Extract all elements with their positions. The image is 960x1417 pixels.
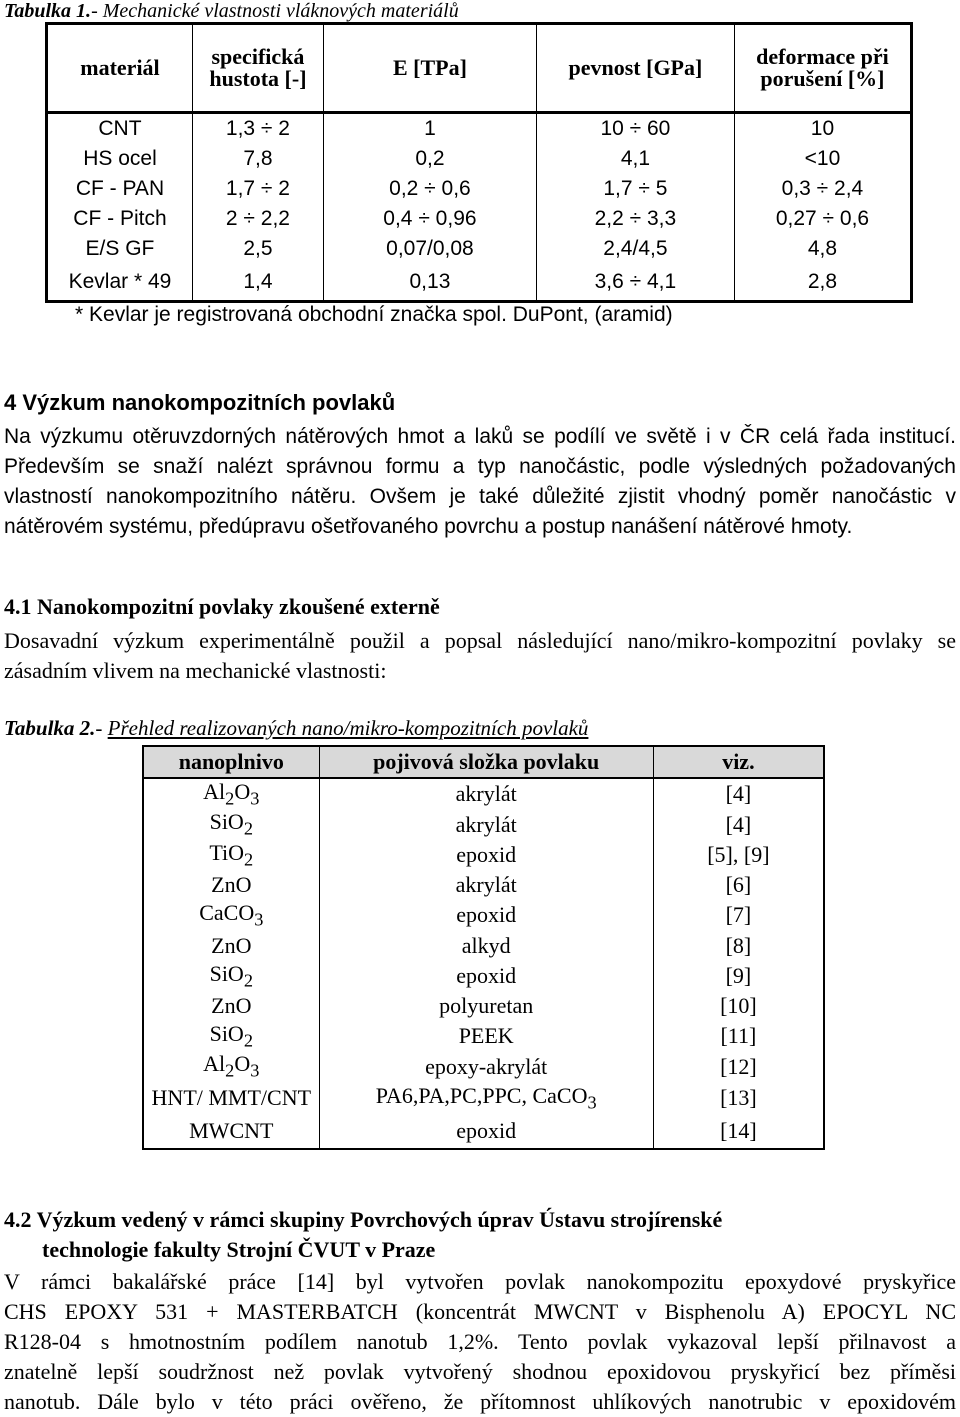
section-4-2-paragraph — [4, 1267, 956, 1417]
table1-cell: 1,7 ÷ 2 — [192, 174, 323, 204]
section-4-2-heading — [4, 1205, 722, 1265]
filler-cell: ZnO — [211, 932, 252, 958]
table-row — [143, 961, 824, 991]
filler-cell: ZnO — [211, 872, 252, 898]
table1-cell: 0,2 — [323, 144, 536, 174]
section-4-2-heading-line: technologie fakulty Strojní ČVUT v Praze — [42, 1237, 436, 1262]
section-4-heading: 4 Výzkum nanokompozitních povlaků — [4, 390, 396, 415]
table1-cell: 0,3 ÷ 2,4 — [734, 174, 911, 204]
table1-caption-text: - Mechanické vlastnosti vláknových materiálů — [91, 0, 459, 22]
table-row — [47, 174, 912, 204]
filler-text: SiO — [209, 1020, 244, 1046]
table1-caption-label: Tabulka 1. — [4, 0, 92, 22]
table1-cell: 10 ÷ 60 — [536, 113, 734, 145]
binder-cell: polyuretan — [319, 991, 653, 1021]
paragraph-line: R128-04 s hmotnostním podílem nanotub 1,2%. Tento povlak vykazoval lepší přilnavost a — [4, 1329, 956, 1354]
table-row — [143, 931, 824, 961]
table-row — [143, 1115, 824, 1149]
table-row — [47, 234, 912, 264]
table1-cell: Kevlar * 49 — [68, 270, 172, 293]
table-row — [143, 778, 824, 809]
binder-subscript: 3 — [587, 1092, 597, 1113]
paragraph-line: znatelně lepší soudržnost než povlak vytvořený shodnou epoxidovou pryskyřicí bez příměsi — [4, 1359, 956, 1384]
table-row — [143, 809, 824, 839]
reference-cell: [10] — [653, 991, 824, 1021]
reference-cell: [9] — [653, 961, 824, 991]
table1-cell: HS ocel — [83, 147, 157, 170]
binder-cell: alkyd — [319, 931, 653, 961]
table1-cell: 2,2 ÷ 3,3 — [536, 204, 734, 234]
binder-cell: akrylát — [319, 870, 653, 900]
reference-cell: [6] — [653, 870, 824, 900]
table2-header-cell: viz. — [653, 746, 824, 778]
section-4-1-heading: 4.1 Nanokompozitní povlaky zkoušené externě — [4, 594, 440, 619]
reference-cell: [7] — [653, 900, 824, 930]
table1-cell: 0,07/0,08 — [323, 234, 536, 264]
filler-cell — [143, 809, 319, 839]
filler-cell — [143, 1021, 319, 1051]
table-row — [47, 264, 912, 302]
table1-cell: 1,4 — [192, 264, 323, 302]
table1-cell: E/S GF — [85, 237, 155, 260]
filler-text: O — [234, 779, 251, 804]
table2-header-cell: pojivová složka povlaku — [319, 746, 653, 778]
coatings-table — [142, 745, 825, 1150]
section-4-paragraph: Na výzkumu otěruvzdorných nátěrových hmot a laků se podílí ve světě i v ČR celá řada institucí. Především se snaží nalézt správnou formu a typ nanočástic, podle výsledných požadovaných vlastností nanokompozitního nátěru. Ovšem je také důležité zjistit vhodný poměr nanočástic v nátěrovém systému, předúpravu ošetřovaného povrchu a postup nanášení nátěrové hmoty. — [4, 425, 956, 538]
filler-text: CaCO — [199, 900, 255, 926]
binder-cell: epoxy-akrylát — [319, 1051, 653, 1081]
table-row — [143, 900, 824, 930]
filler-cell — [143, 840, 319, 870]
filler-subscript: 2 — [244, 849, 254, 870]
filler-subscript: 3 — [254, 909, 264, 930]
paragraph-line: nanotub. Dále bylo v této práci ověřeno, že přítomnost uhlíkových nanotrubic v epoxidovém — [4, 1389, 956, 1414]
table1-cell: 1,3 ÷ 2 — [192, 113, 323, 145]
reference-cell: [12] — [653, 1051, 824, 1081]
table1-header-cell: materiál — [47, 24, 193, 113]
binder-cell — [319, 1082, 653, 1115]
table2-header-cell: nanoplnivo — [143, 746, 319, 778]
filler-cell: MWCNT — [189, 1118, 274, 1144]
table1-header-cell: deformace při porušení [%] — [734, 24, 911, 113]
binder-cell: akrylát — [319, 778, 653, 809]
table-row — [47, 113, 912, 145]
filler-subscript: 2 — [243, 1030, 253, 1051]
paragraph-line: CHS EPOXY 531 + MASTERBATCH (koncentrát MWCNT v Bisphenolu A) EPOCYL NC — [4, 1299, 956, 1324]
table1-cell: 0,27 ÷ 0,6 — [734, 204, 911, 234]
table2-caption-text: Přehled realizovaných nano/mikro-kompozitních povlaků — [107, 716, 589, 740]
table2-header-row — [143, 746, 824, 778]
table1-cell: 2,5 — [192, 234, 323, 264]
filler-text: TiO — [209, 839, 245, 865]
filler-cell — [143, 1051, 319, 1081]
filler-subscript: 2 — [225, 1060, 235, 1081]
table1-cell: 1,7 ÷ 5 — [536, 174, 734, 204]
paragraph-line: V rámci bakalářské práce [14] byl vytvořen povlak nanokompozitu epoxydové pryskyřice — [4, 1269, 956, 1294]
filler-text: SiO — [209, 809, 244, 835]
binder-cell: epoxid — [319, 900, 653, 930]
table1-header-cell: pevnost [GPa] — [536, 24, 734, 113]
table1-cell: 0,13 — [323, 264, 536, 302]
filler-cell — [143, 778, 319, 809]
filler-subscript: 2 — [243, 969, 253, 990]
table-row — [143, 991, 824, 1021]
table1-cell: 0,2 ÷ 0,6 — [323, 174, 536, 204]
table-row — [47, 204, 912, 234]
table1-header-cell: E [TPa] — [323, 24, 536, 113]
table1-cell: 2 ÷ 2,2 — [192, 204, 323, 234]
table1-cell: <10 — [734, 144, 911, 174]
table-row — [143, 870, 824, 900]
binder-cell: epoxid — [319, 840, 653, 870]
table1-cell: CNT — [98, 117, 142, 140]
binder-cell: akrylát — [319, 809, 653, 839]
filler-cell — [143, 961, 319, 991]
filler-subscript: 2 — [225, 788, 235, 809]
reference-cell: [5], [9] — [653, 840, 824, 870]
table1-cell: CF - Pitch — [73, 207, 167, 230]
filler-subscript: 3 — [250, 1060, 260, 1081]
reference-cell: [14] — [653, 1115, 824, 1149]
table2-caption-label: Tabulka 2. — [4, 716, 96, 740]
table-row — [143, 1082, 824, 1115]
filler-text: Al — [203, 1051, 226, 1077]
binder-cell: epoxid — [319, 1115, 653, 1149]
filler-text: SiO — [209, 960, 244, 986]
reference-cell: [4] — [653, 809, 824, 839]
reference-cell: [13] — [653, 1082, 824, 1115]
reference-cell: [4] — [653, 778, 824, 809]
table1-caption — [4, 0, 459, 22]
binder-cell: epoxid — [319, 961, 653, 991]
table-row — [143, 1051, 824, 1081]
table1-cell: 4,1 — [536, 144, 734, 174]
filler-cell: ZnO — [211, 992, 252, 1018]
filler-subscript: 3 — [250, 788, 260, 809]
section-4-2-heading-line: 4.2 Výzkum vedený v rámci skupiny Povrchových úprav Ústavu strojírenské — [4, 1207, 723, 1232]
table1-cell: 2,8 — [734, 264, 911, 302]
table1-footnote: * Kevlar je registrovaná obchodní značka spol. DuPont, (aramid) — [75, 303, 673, 326]
table-row — [47, 144, 912, 174]
table1-cell: 7,8 — [192, 144, 323, 174]
filler-text: Al — [203, 779, 226, 804]
filler-cell: HNT/ MMT/CNT — [151, 1085, 312, 1111]
table1-cell: 3,6 ÷ 4,1 — [536, 264, 734, 302]
table-row — [143, 1021, 824, 1051]
table2-caption-dash: - — [95, 716, 108, 740]
table1-cell: 1 — [323, 113, 536, 145]
table1-cell: 0,4 ÷ 0,96 — [323, 204, 536, 234]
table1-header-cell: specifická hustota [-] — [192, 24, 323, 113]
filler-subscript: 2 — [243, 818, 253, 839]
table1-cell: 4,8 — [734, 234, 911, 264]
section-4-1-paragraph: Dosavadní výzkum experimentálně použil a popsal následující nano/mikro-kompozitní povlaky se zásadním vlivem na mechanické vlastnosti: — [4, 628, 956, 683]
reference-cell: [8] — [653, 931, 824, 961]
table1-header-row — [47, 24, 912, 113]
table1-cell: 10 — [734, 113, 911, 145]
reference-cell: [11] — [653, 1021, 824, 1051]
binder-text: PA6,PA,PC,PPC, CaCO — [375, 1083, 588, 1109]
filler-cell — [143, 900, 319, 930]
table1-cell: CF - PAN — [75, 177, 165, 200]
table2-caption — [4, 716, 588, 741]
table1-cell: 2,4/4,5 — [536, 234, 734, 264]
filler-text: O — [234, 1051, 251, 1077]
mechanical-properties-table — [45, 22, 913, 303]
table-row — [143, 840, 824, 870]
binder-cell: PEEK — [319, 1021, 653, 1051]
